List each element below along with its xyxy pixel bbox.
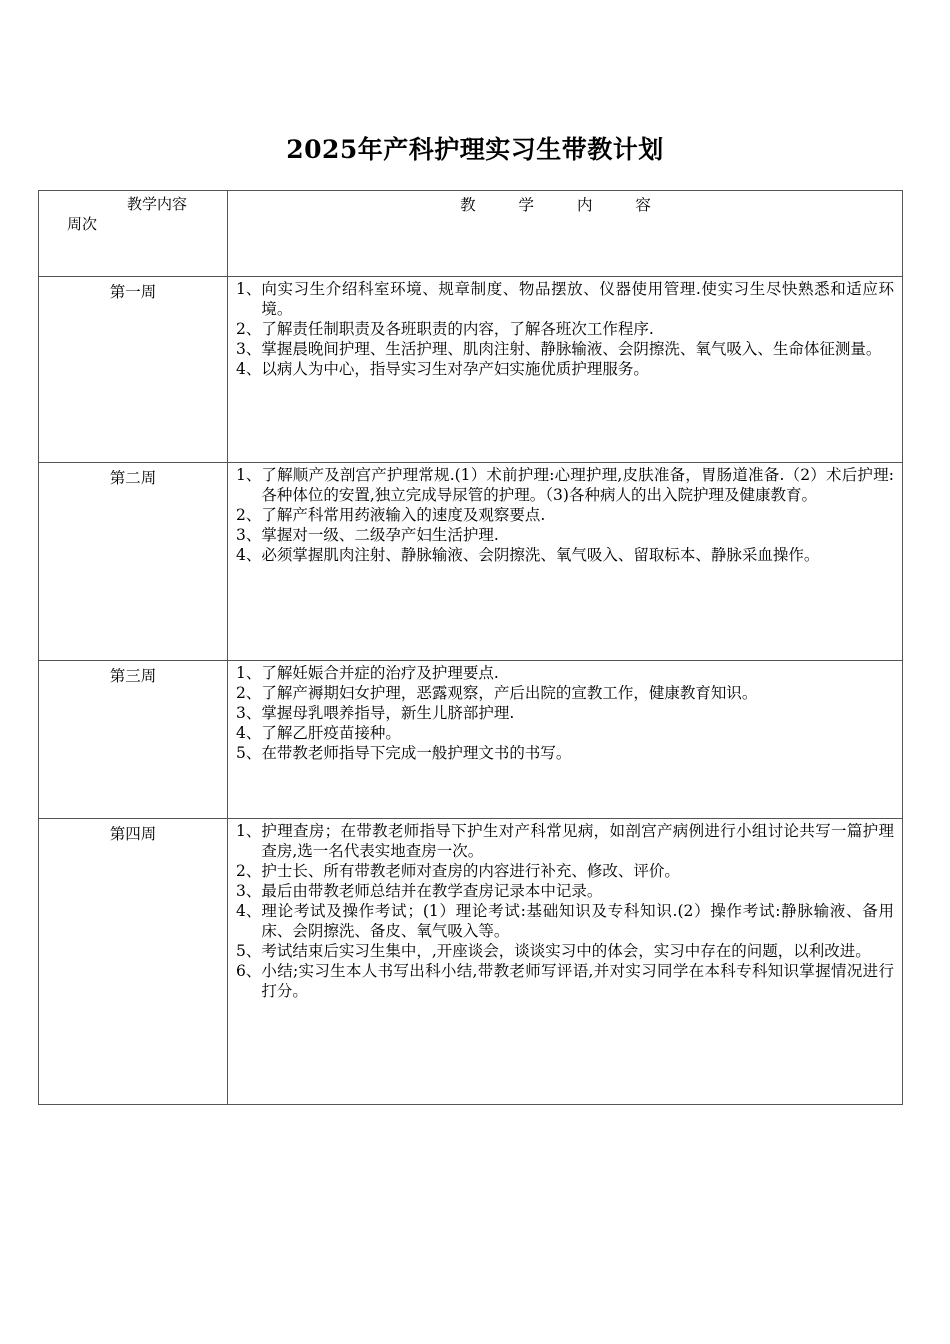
item-number: 5、: [236, 942, 262, 960]
item-text: 掌握对一级、二级孕产妇生活护理.: [261, 526, 499, 544]
item-number: 2、: [236, 506, 262, 524]
list-item: [236, 723, 894, 743]
list-item: [236, 465, 894, 505]
week-label: 第二周: [39, 463, 228, 661]
week-items: [228, 277, 903, 463]
week-label: 第一周: [39, 277, 228, 463]
list-item: [236, 525, 894, 545]
list-item: [236, 901, 894, 941]
header-row: [39, 191, 903, 277]
item-text: 护士长、所有带教老师对查房的内容进行补充、修改、评价。: [261, 862, 680, 880]
item-number: 4、: [236, 546, 262, 564]
week-label: 第四周: [39, 819, 228, 1105]
item-text: 理论考试及操作考试；(1）理论考试:基础知识及专科知识.(2）操作考试:静脉输液、备用床、会阴擦洗、备皮、氧气吸入等。: [261, 902, 894, 940]
item-text: 了解责任制职责及各班职责的内容，了解各班次工作程序.: [261, 320, 654, 338]
plan-table: [38, 190, 903, 1105]
item-number: 1、: [236, 664, 262, 682]
item-text: 考试结束后实习生集中，,开座谈会，谈谈实习中的体会，实习中存在的问题，以利改进。: [261, 942, 871, 960]
item-text: 以病人为中心，指导实习生对孕产妇实施优质护理服务。: [261, 360, 649, 378]
item-number: 2、: [236, 684, 262, 702]
week-row: [39, 661, 903, 819]
item-text: 向实习生介绍科室环境、规章制度、物品摆放、仪器使用管理.使实习生尽快熟悉和适应环境。: [261, 280, 894, 318]
item-number: 2、: [236, 320, 262, 338]
item-text: 了解产科常用药液输入的速度及观察要点.: [261, 506, 546, 524]
item-number: 2、: [236, 862, 262, 880]
item-number: 1、: [236, 280, 262, 298]
list-item: [236, 821, 894, 861]
corner-label-content: 教学内容: [127, 195, 188, 213]
item-text: 小结;实习生本人书写出科小结,带教老师写评语,并对实习同学在本科专科知识掌握情况进行打分。: [261, 962, 894, 1000]
list-item: [236, 941, 894, 961]
week-row: [39, 463, 903, 661]
item-text: 了解乙肝疫苗接种。: [261, 724, 401, 742]
list-item: [236, 881, 894, 901]
list-item: [236, 961, 894, 1001]
item-number: 3、: [236, 340, 262, 358]
item-text: 掌握母乳喂养指导，新生儿脐部护理.: [261, 704, 515, 722]
list-item: [236, 743, 894, 763]
week-items: [228, 463, 903, 661]
list-item: [236, 663, 894, 683]
item-number: 3、: [236, 704, 262, 722]
item-text: 护理查房；在带教老师指导下护生对产科常见病，如剖宫产病例进行小组讨论共写一篇护理查房,选一名代表实地查房一次。: [261, 822, 894, 860]
week-row: [39, 819, 903, 1105]
item-number: 4、: [236, 902, 262, 920]
item-text: 了解顺产及剖宫产护理常规.(1）术前护理:心理护理,皮肤准备，胃肠道准备.（2）术后护理:各种体位的安置,独立完成导尿管的护理。（3)各种病人的出入院护理及健康教育。: [261, 466, 894, 504]
item-text: 掌握晨晚间护理、生活护理、肌肉注射、静脉输液、会阴擦洗、氧气吸入、生命体征测量。: [261, 340, 882, 358]
document-title: 2025年产科护理实习生带教计划: [286, 135, 664, 164]
item-text: 在带教老师指导下完成一般护理文书的书写。: [261, 744, 572, 762]
list-item: [236, 279, 894, 319]
corner-label-week: 周次: [67, 215, 98, 233]
list-item: [236, 319, 894, 339]
item-number: 4、: [236, 360, 262, 378]
content-header: 教 学 内 容: [228, 191, 903, 277]
week-label: 第三周: [39, 661, 228, 819]
item-number: 1、: [236, 466, 262, 484]
item-text: 最后由带教老师总结并在教学查房记录本中记录。: [261, 882, 603, 900]
week-items: [228, 819, 903, 1105]
list-item: [236, 545, 894, 565]
week-row: [39, 277, 903, 463]
item-number: 3、: [236, 526, 262, 544]
list-item: [236, 703, 894, 723]
item-number: 5、: [236, 744, 262, 762]
item-number: 1、: [236, 822, 262, 840]
item-number: 4、: [236, 724, 262, 742]
list-item: [236, 505, 894, 525]
item-text: 了解产褥期妇女护理，恶露观察，产后出院的宣教工作，健康教育知识。: [261, 684, 758, 702]
list-item: [236, 861, 894, 881]
header-corner-cell: [39, 191, 228, 277]
list-item: [236, 359, 894, 379]
item-number: 3、: [236, 882, 262, 900]
list-item: [236, 339, 894, 359]
week-items: [228, 661, 903, 819]
item-text: 必须掌握肌肉注射、静脉输液、会阴擦洗、氧气吸入、留取标本、静脉采血操作。: [261, 546, 820, 564]
item-text: 了解妊娠合并症的治疗及护理要点.: [261, 664, 499, 682]
item-number: 6、: [236, 962, 262, 980]
list-item: [236, 683, 894, 703]
